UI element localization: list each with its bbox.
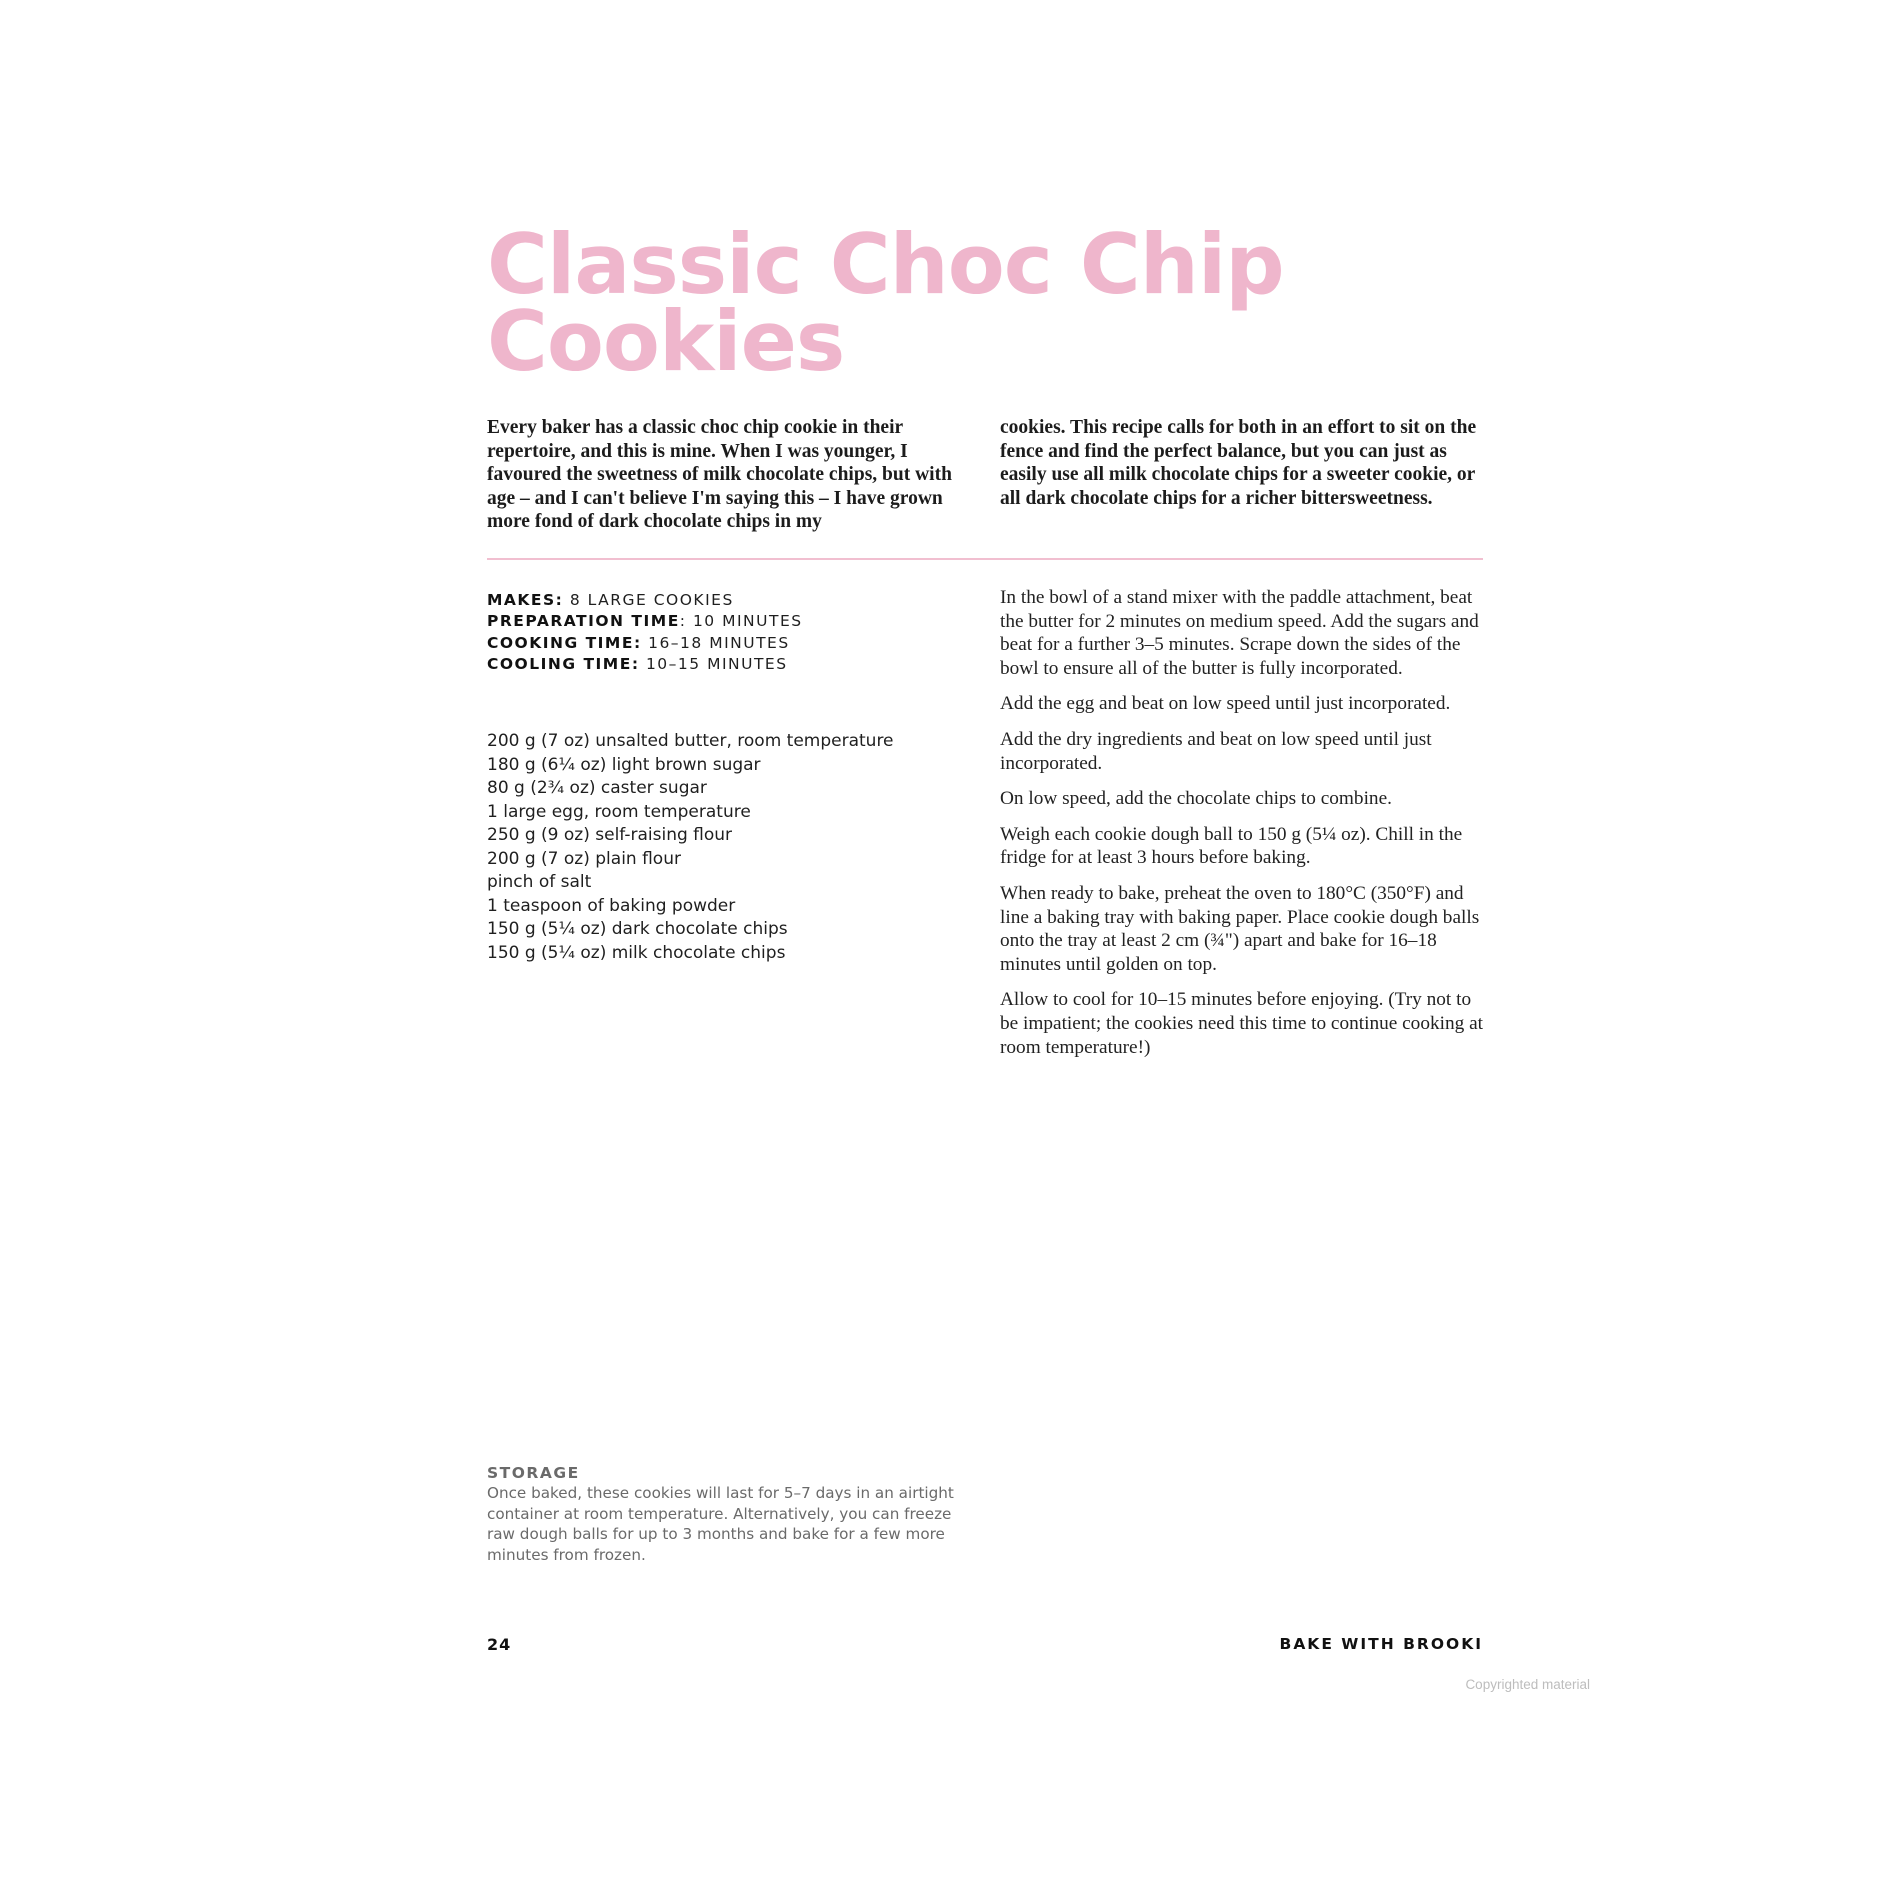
- ingredients-list: [487, 730, 967, 965]
- cooling-time-value: 10–15 MINUTES: [639, 654, 788, 673]
- prep-time-row: [487, 611, 967, 632]
- recipe-title: Classic Choc Chip Cookies: [487, 216, 1284, 390]
- method-step: In the bowl of a stand mixer with the paddle attachment, beat the butter for 2 minutes on medium speed. Add the sugars and beat for a further 3–5 minutes. Scrape down the sides of the bowl to ensure all of the butter is fully incorporated.: [1000, 587, 1479, 679]
- intro-paragraph-left: Every baker has a classic choc chip cookie in their repertoire, and this is mine. When I was younger, I favoured the sweetness of milk chocolate chips, but with age – and I can't believe I'm saying this – I have grown more fond of dark chocolate chips in my: [487, 417, 952, 533]
- ingredient-item: 200 g (7 oz) unsalted butter, room temperature: [487, 731, 894, 751]
- cooking-time-label: COOKING TIME:: [487, 633, 642, 652]
- cooking-time-value: 16–18 MINUTES: [641, 633, 790, 652]
- ingredient-item: 150 g (5¼ oz) dark chocolate chips: [487, 919, 788, 939]
- cooling-time-row: [487, 654, 967, 675]
- storage-text: Once baked, these cookies will last for 5–7 days in an airtight container at room temperature. Alternatively, you can freeze raw dough balls for up to 3 months and bake for a few more minutes from frozen.: [487, 1484, 954, 1565]
- method-step: On low speed, add the chocolate chips to combine.: [1000, 788, 1392, 810]
- storage-note: [487, 1463, 977, 1566]
- ingredient-item: 250 g (9 oz) self-raising flour: [487, 825, 733, 845]
- method-steps: [1000, 586, 1490, 1071]
- ingredient-item: 1 large egg, room temperature: [487, 801, 751, 822]
- section-divider: [487, 558, 1483, 560]
- page-number: 24: [487, 1635, 512, 1654]
- book-running-title: BAKE WITH BROOKI: [1279, 1635, 1483, 1653]
- method-step: Allow to cool for 10–15 minutes before enjoying. (Try not to be impatient; the cookies need this time to continue cooking at room temperature!): [1000, 989, 1483, 1058]
- ingredient-item: 180 g (6¼ oz) light brown sugar: [487, 754, 761, 775]
- ingredient-item: 80 g (2¾ oz) caster sugar: [487, 778, 707, 798]
- cooling-time-label: COOLING TIME:: [487, 654, 640, 673]
- method-step: When ready to bake, preheat the oven to 180°C (350°F) and line a baking tray with baking paper. Place cookie dough balls onto the tray at least 2 cm (¾") apart and bake for 16–18 minutes until golden on top.: [1000, 882, 1480, 975]
- makes-value: 8 LARGE COOKIES: [563, 591, 734, 609]
- copyright-notice: Copyrighted material: [1465, 1677, 1590, 1692]
- intro-paragraph-right: cookies. This recipe calls for both in an effort to sit on the fence and find the perfect balance, but you can just as easily use all milk chocolate chips for a sweeter cookie, or all dark chocolate chips for a richer bittersweetness.: [1000, 417, 1477, 509]
- method-step: Add the egg and beat on low speed until just incorporated.: [1000, 693, 1451, 715]
- makes-label: MAKES:: [487, 591, 564, 609]
- method-step: Add the dry ingredients and beat on low speed until just incorporated.: [1000, 728, 1432, 774]
- recipe-meta: [487, 590, 967, 675]
- prep-time-label: PREPARATION TIME: [487, 612, 680, 631]
- storage-heading: STORAGE: [487, 1464, 580, 1482]
- cooking-time-row: [487, 633, 967, 654]
- ingredient-item: 200 g (7 oz) plain flour: [487, 848, 681, 869]
- ingredient-item: pinch of salt: [487, 872, 592, 892]
- method-step: Weigh each cookie dough ball to 150 g (5¼ oz). Chill in the fridge for at least 3 hours before baking.: [1000, 823, 1463, 869]
- prep-time-value: : 10 MINUTES: [679, 612, 803, 631]
- ingredient-item: 150 g (5¼ oz) milk chocolate chips: [487, 942, 786, 963]
- ingredient-item: 1 teaspoon of baking powder: [487, 895, 736, 916]
- makes-row: [487, 590, 967, 611]
